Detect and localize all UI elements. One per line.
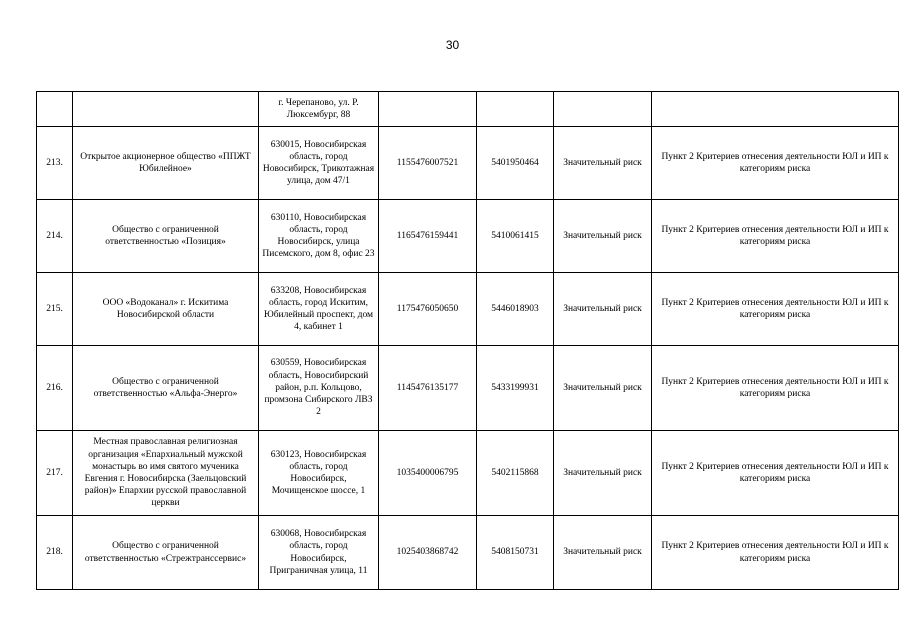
basis-cell: Пункт 2 Критериев отнесения деятельности ЮЛ и ИП к категориям риска: [652, 346, 899, 431]
inn-cell: 5433199931: [477, 346, 554, 431]
inn-cell: [477, 92, 554, 127]
risk-cell: Значительный риск: [554, 431, 652, 516]
org-name-cell: [73, 92, 259, 127]
inn-cell: 5410061415: [477, 200, 554, 273]
basis-cell: Пункт 2 Критериев отнесения деятельности ЮЛ и ИП к категориям риска: [652, 200, 899, 273]
row-number-cell: 217.: [37, 431, 73, 516]
page-number: 30: [445, 38, 460, 52]
address-cell: 633208, Новосибирская область, город Искитим, Юбилейный проспект, дом 4, кабинет 1: [259, 273, 379, 346]
row-number-cell: 216.: [37, 346, 73, 431]
org-name-cell: Общество с ограниченной ответственностью «Стрежтранссервис»: [73, 516, 259, 590]
address-cell: 630559, Новосибирская область, Новосибирский район, р.п. Кольцово, промзона Сибирского ЛВЗ 2: [259, 346, 379, 431]
risk-cell: Значительный риск: [554, 127, 652, 200]
basis-cell: Пункт 2 Критериев отнесения деятельности ЮЛ и ИП к категориям риска: [652, 127, 899, 200]
table-row: [37, 127, 899, 200]
table-row: [37, 92, 899, 127]
row-number-cell: 218.: [37, 516, 73, 590]
basis-cell: Пункт 2 Критериев отнесения деятельности ЮЛ и ИП к категориям риска: [652, 431, 899, 516]
row-number-cell: 215.: [37, 273, 73, 346]
inn-cell: 5446018903: [477, 273, 554, 346]
risk-cell: Значительный риск: [554, 200, 652, 273]
ogrn-cell: 1165476159441: [379, 200, 477, 273]
inn-cell: 5402115868: [477, 431, 554, 516]
risk-cell: Значительный риск: [554, 273, 652, 346]
address-cell: 630123, Новосибирская область, город Новосибирск, Мочищенское шоссе, 1: [259, 431, 379, 516]
org-name-cell: ООО «Водоканал» г. Искитима Новосибирской области: [73, 273, 259, 346]
inn-cell: 5408150731: [477, 516, 554, 590]
org-name-cell: Открытое акционерное общество «ППЖТ Юбилейное»: [73, 127, 259, 200]
org-name-cell: Общество с ограниченной ответственностью «Альфа-Энерго»: [73, 346, 259, 431]
ogrn-cell: 1025403868742: [379, 516, 477, 590]
address-cell: 630068, Новосибирская область, город Новосибирск, Приграничная улица, 11: [259, 516, 379, 590]
ogrn-cell: 1175476050650: [379, 273, 477, 346]
inn-cell: 5401950464: [477, 127, 554, 200]
row-number-cell: 213.: [37, 127, 73, 200]
table-row: [37, 346, 899, 431]
ogrn-cell: 1145476135177: [379, 346, 477, 431]
basis-cell: Пункт 2 Критериев отнесения деятельности ЮЛ и ИП к категориям риска: [652, 516, 899, 590]
org-name-cell: Общество с ограниченной ответственностью «Позиция»: [73, 200, 259, 273]
table-row: [37, 516, 899, 590]
table-row: [37, 200, 899, 273]
basis-cell: Пункт 2 Критериев отнесения деятельности ЮЛ и ИП к категориям риска: [652, 273, 899, 346]
org-name-cell: Местная православная религиозная организация «Епархиальный мужской монастырь во имя святого мученика Евгения г. Новосибирска (Заельцовский район)» Епархии русской православной церкви: [73, 431, 259, 516]
table-row: [37, 431, 899, 516]
address-cell: г. Черепаново, ул. Р. Люксембург, 88: [259, 92, 379, 127]
ogrn-cell: 1035400006795: [379, 431, 477, 516]
address-cell: 630015, Новосибирская область, город Новосибирск, Трикотажная улица, дом 47/1: [259, 127, 379, 200]
table-row: [37, 273, 899, 346]
basis-cell: [652, 92, 899, 127]
risk-registry-table: [36, 91, 899, 590]
row-number-cell: [37, 92, 73, 127]
ogrn-cell: 1155476007521: [379, 127, 477, 200]
address-cell: 630110, Новосибирская область, город Новосибирск, улица Писемского, дом 8, офис 23: [259, 200, 379, 273]
ogrn-cell: [379, 92, 477, 127]
risk-cell: Значительный риск: [554, 516, 652, 590]
row-number-cell: 214.: [37, 200, 73, 273]
risk-cell: [554, 92, 652, 127]
risk-cell: Значительный риск: [554, 346, 652, 431]
